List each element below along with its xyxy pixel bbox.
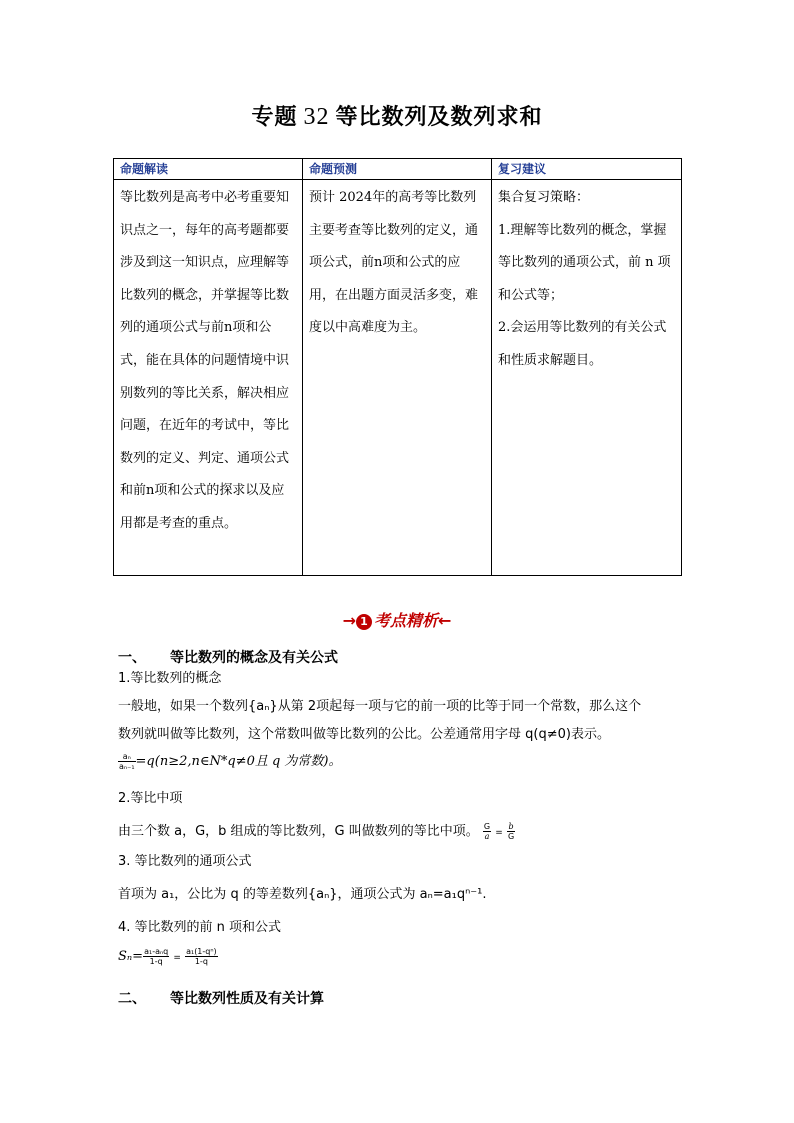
page-title bbox=[0, 100, 794, 131]
title-prefix: 专题 bbox=[251, 104, 298, 130]
subheading: 1.等比数列的概念 bbox=[118, 671, 222, 686]
section-title: 等比数列的概念及有关公式 bbox=[170, 650, 338, 666]
general-term-line: 首项为 a₁，公比为 q 的等差数列{aₙ}，通项公式为 aₙ=a₁qⁿ⁻¹. bbox=[118, 887, 487, 902]
arrow-left-icon: ← bbox=[438, 611, 452, 630]
fraction-denominator: aₙ₋₁ bbox=[119, 762, 135, 771]
subheading: 4. 等比数列的前 n 项和公式 bbox=[118, 920, 282, 935]
mean-fraction bbox=[483, 822, 491, 841]
sum-fraction bbox=[185, 947, 218, 966]
arrow-right-icon: → bbox=[342, 611, 356, 630]
ratio-condition: =q(n≥2,n∈N*q≠0且 q 为常数)。 bbox=[135, 754, 342, 769]
geometric-mean-line bbox=[118, 822, 515, 843]
ratio-formula bbox=[118, 751, 342, 773]
equals-sign: = bbox=[173, 953, 181, 963]
fraction-denominator: 1-q bbox=[194, 957, 208, 966]
advice-cell bbox=[492, 180, 682, 576]
mean-fraction bbox=[507, 822, 515, 841]
title-number: 32 bbox=[303, 104, 330, 130]
header-advice: 复习建议 bbox=[492, 159, 682, 180]
intro-header-row bbox=[114, 159, 682, 180]
section-heading bbox=[118, 647, 338, 667]
sum-formula bbox=[118, 944, 218, 971]
fraction-numerator: b bbox=[508, 822, 514, 831]
interpretation-text: 等比数列是高考中必考重要知识点之一，每年的高考题都要涉及到这一知识点，应理解等比数列的概念，并掌握等比数列的通项公式与前n项和公式，能在具体的问题情境中识别数列的等比关系，解决相应问题，在近年的考试中，等比数列的定义、判定、通项公式和前n项和公式的探求以及应用都是考查的重点。 bbox=[114, 180, 303, 576]
fraction-denominator: G bbox=[507, 832, 515, 841]
fraction-numerator: a₁(1-qⁿ) bbox=[186, 947, 217, 956]
section-index: 一、 bbox=[118, 650, 146, 666]
title-suffix: 等比数列及数列求和 bbox=[335, 104, 543, 130]
header-prediction: 命题预测 bbox=[303, 159, 492, 180]
section-index: 二、 bbox=[118, 991, 146, 1007]
fraction-denominator: a bbox=[484, 832, 490, 841]
fraction-numerator: G bbox=[483, 822, 491, 831]
definition-line: 数列就叫做等比数列，这个常数叫做等比数列的公比。公差通常用字母 q(q≠0)表示。 bbox=[118, 727, 610, 742]
fraction-denominator: 1-q bbox=[149, 957, 163, 966]
advice-line: 集合复习策略： bbox=[498, 190, 590, 205]
geometric-mean-text: 由三个数 a，G，b 组成的等比数列，G 叫做数列的等比中项。 bbox=[118, 824, 479, 839]
equals-sign: = bbox=[495, 828, 503, 838]
fraction-numerator: a₁-aₙq bbox=[144, 947, 169, 956]
advice-line: 2.会运用等比数列的有关公式和性质求解题目。 bbox=[498, 320, 667, 368]
section-title: 等比数列性质及有关计算 bbox=[170, 991, 324, 1007]
number-badge: 1 bbox=[356, 614, 372, 630]
sum-lhs: Sₙ= bbox=[118, 949, 144, 964]
prediction-text: 预计 2024年的高考等比数列主要考查等比数列的定义，通项公式，前n项和公式的应用，在出题方面灵活多变，难度以中高难度为主。 bbox=[303, 180, 492, 576]
ratio-fraction bbox=[118, 752, 136, 771]
section-heading bbox=[118, 988, 324, 1008]
definition-line: 一般地，如果一个数列{aₙ}从第 2项起每一项与它的前一项的比等于同一个常数，那么这个 bbox=[118, 699, 642, 714]
header-interpretation: 命题解读 bbox=[114, 159, 303, 180]
subheading: 3. 等比数列的通项公式 bbox=[118, 854, 252, 869]
key-points-banner bbox=[0, 608, 794, 631]
subheading: 2.等比中项 bbox=[118, 791, 183, 806]
sum-fraction bbox=[143, 947, 169, 966]
banner-text: 考点精析 bbox=[373, 611, 438, 630]
fraction-numerator: aₙ bbox=[118, 752, 136, 762]
intro-table bbox=[113, 158, 682, 576]
advice-line: 1.理解等比数列的概念，掌握等比数列的通项公式，前 n 项和公式等； bbox=[498, 222, 671, 303]
intro-body-row bbox=[114, 180, 682, 576]
